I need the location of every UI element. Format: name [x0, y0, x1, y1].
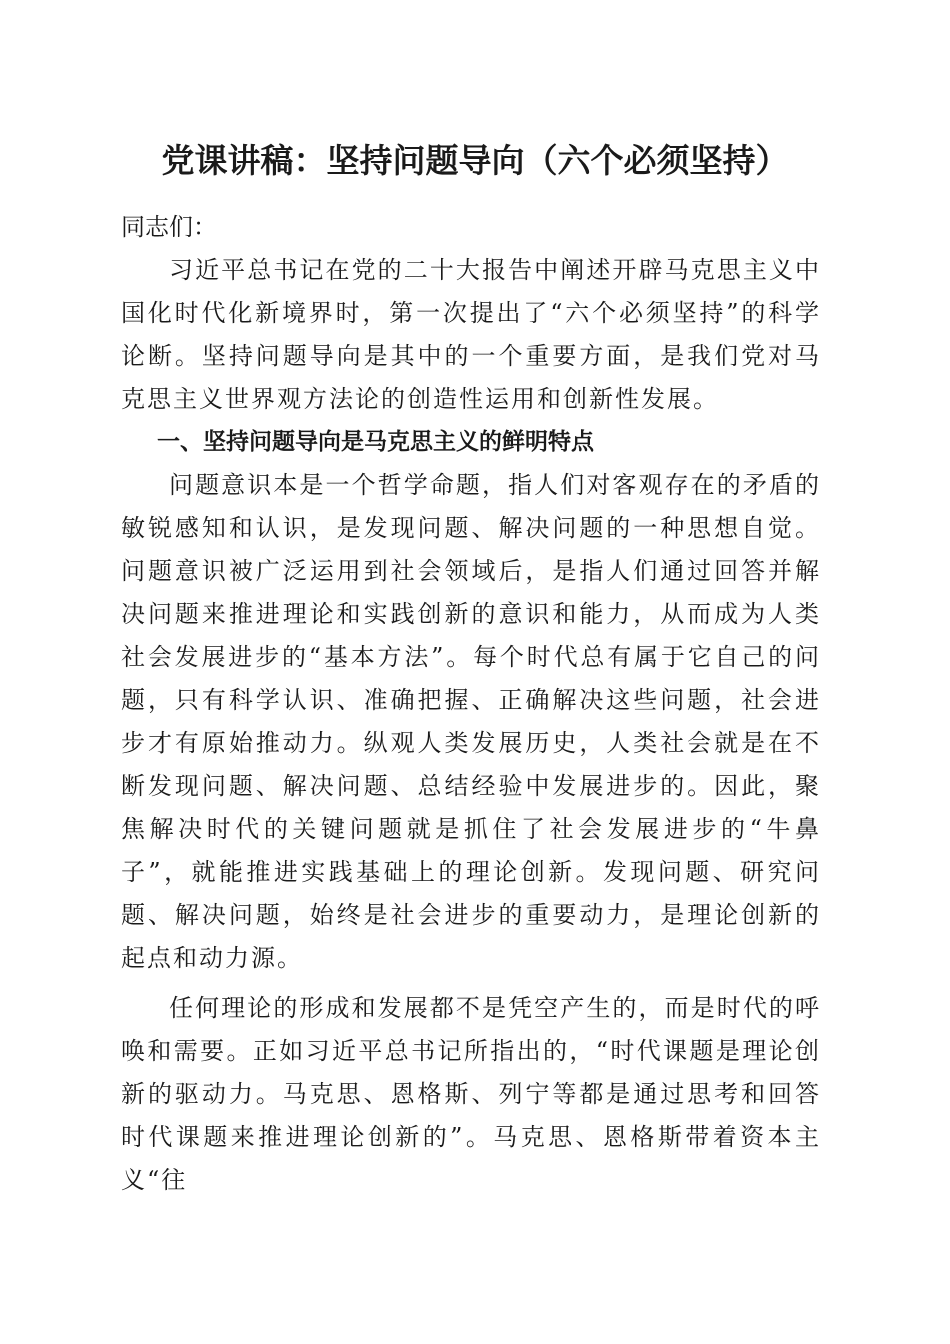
salutation: 同志们：: [121, 213, 217, 241]
section-paragraph-2: 任何理论的形成和发展都不是凭空产生的，而是时代的呼唤和需要。正如习近平总书记所指出的，“时代课题是理论创新的驱动力。马克思、恩格斯、列宁等都是通过思考和回答时代课题来推进理论创新的”。马克思、恩格斯带着资本主义“往: [121, 994, 821, 1194]
section-paragraph-1: 问题意识本是一个哲学命题，指人们对客观存在的矛盾的敏锐感知和认识，是发现问题、解决问题的一种思想自觉。问题意识被广泛运用到社会领域后，是指人们通过回答并解决问题来推进理论和实践创新的意识和能力，从而成为人类社会发展进步的“基本方法”。每个时代总有属于它自己的问题，只有科学认识、准确把握、正确解决这些问题，社会进步才有原始推动力。纵观人类发展历史，人类社会就是在不断发现问题、解决问题、总结经验中发展进步的。因此，聚焦解决时代的关键问题就是抓住了社会发展进步的“牛鼻子”，就能推进实践基础上的理论创新。发现问题、研究问题、解决问题，始终是社会进步的重要动力，是理论创新的起点和动力源。: [121, 471, 821, 972]
intro-paragraph: 习近平总书记在党的二十大报告中阐述开辟马克思主义中国化时代化新境界时，第一次提出了“六个必须坚持”的科学论断。坚持问题导向是其中的一个重要方面，是我们党对马克思主义世界观方法论的创造性运用和创新性发展。: [121, 256, 821, 413]
section-heading: 一、坚持问题导向是马克思主义的鲜明特点: [157, 429, 594, 455]
document-body: [121, 206, 821, 1202]
document-title: 党课讲稿：坚持问题导向（六个必须坚持）: [161, 141, 789, 180]
